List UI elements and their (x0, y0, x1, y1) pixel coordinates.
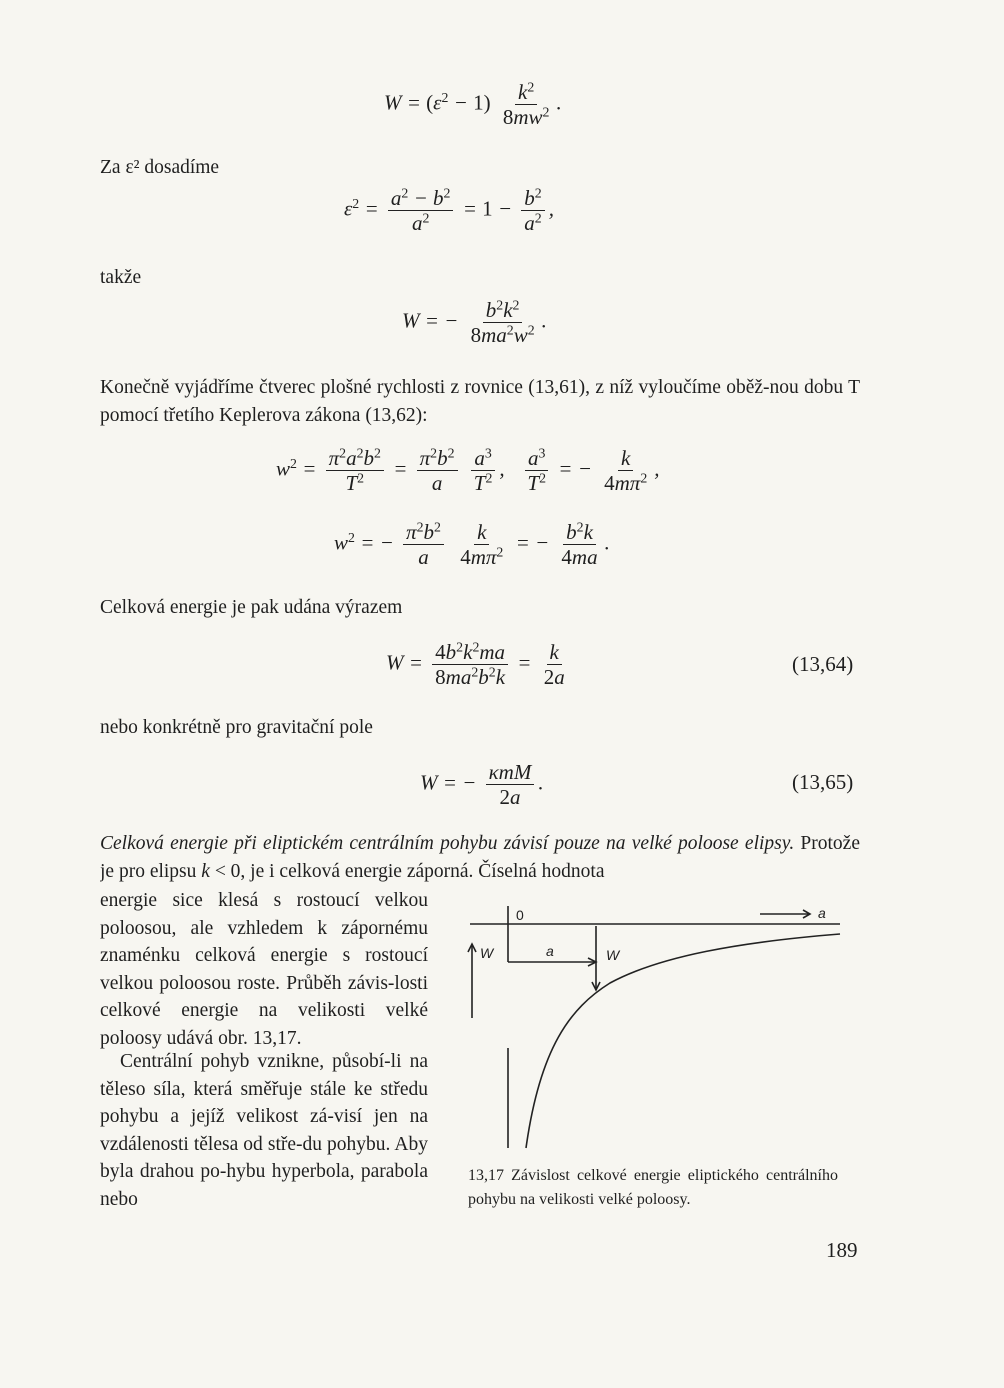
equation-number-13-64: (13,64) (792, 652, 854, 676)
label-a-inner: a (546, 943, 554, 959)
equation-w-bk: W = − $\frac{b^2k^2}{8ma^2w^2}$ . (402, 297, 547, 348)
equation-w-eps: $W = (\varepsilon^2 - 1)$ $\frac{k^2}{8mw^2}$ . (384, 79, 562, 130)
paragraph-central-motion: Centrální pohyb vznikne, působí-li na těleso síla, která směřuje stále ke středu pohybu a jejíž velikost zá-visí jen na vzdálenosti tělesa od stře-du pohybu. Aby byla drahou po-hybu hyperbola, parabola nebo (100, 1051, 428, 1210)
equation-w2-result: $w^2$ = − $\frac{\pi^2b^2}{a}$ $\frac{k}{4m\pi^2}$ = − $\frac{b^2k}{4ma}$ . (334, 519, 610, 570)
equation-eps-square: $\varepsilon^2$ = $\frac{a^2 - b^2}{a^2}$ = 1 − $\frac{b^2}{a^2}$ , (344, 185, 554, 236)
text-celkova: Celková energie je pak udána výrazem (100, 597, 403, 618)
equation-number-13-65: (13,65) (792, 770, 854, 794)
equation-13-65: W = − $\frac{\text{κmM}}{2a}$ . (420, 760, 544, 810)
label-zero: 0 (516, 907, 524, 923)
paragraph-statement-rest-head: Protože je pro elipsu k < 0, je i celková energie záporná. Číselná hodnota (100, 833, 860, 882)
page-number: 189 (826, 1238, 858, 1262)
paragraph-energy-column: energie sice klesá s rostoucí velkou poloosou, ale vzhledem k zápornému znaménku celková energie s rostoucí velkou poloosou roste. Průběh závis-losti celkové energie na velikosti velké poloosy udává obr. 13,17. (100, 890, 428, 1049)
paragraph-konecne: Konečně vyjádříme čtverec plošné rychlosti z rovnice (13,61), z níž vyloučíme oběž-nou dobu T pomocí třetího Keplerova zákona (13,62): (100, 377, 860, 426)
label-w-inner: W (606, 947, 620, 963)
label-a-axis: a (818, 905, 826, 921)
italic-statement: Celková energie při eliptickém centrálním pohybu závisí pouze na velké poloose elipsy. (100, 833, 795, 854)
paragraph-statement (100, 830, 860, 886)
text-za-eps: Za ε² dosadíme (100, 157, 220, 178)
equation-w2-kepler: $w^2$ = $\frac{\pi^2a^2b^2}{T^2}$ = $\frac{\pi^2b^2}{a}$ $\frac{a^3}{T^2}$ , $\frac{a^3}{T^2}$ = − $\frac{k}{4m\pi^2}$ , (276, 445, 660, 496)
energy-curve (526, 934, 840, 1148)
label-w-axis: W (480, 945, 494, 961)
text-nebo: nebo konkrétně pro gravitační pole (100, 717, 373, 738)
text-takze: takže (100, 267, 142, 288)
equation-13-64: W = $\frac{4b^2k^2ma}{8ma^2b^2k}$ = $\frac{k}{2a}$ (386, 639, 565, 690)
figure-13-17 (460, 898, 860, 1158)
figure-caption: 13,17 Závislost celkové energie eliptického centrálního pohybu na velikosti velké poloosy. (468, 1167, 838, 1208)
